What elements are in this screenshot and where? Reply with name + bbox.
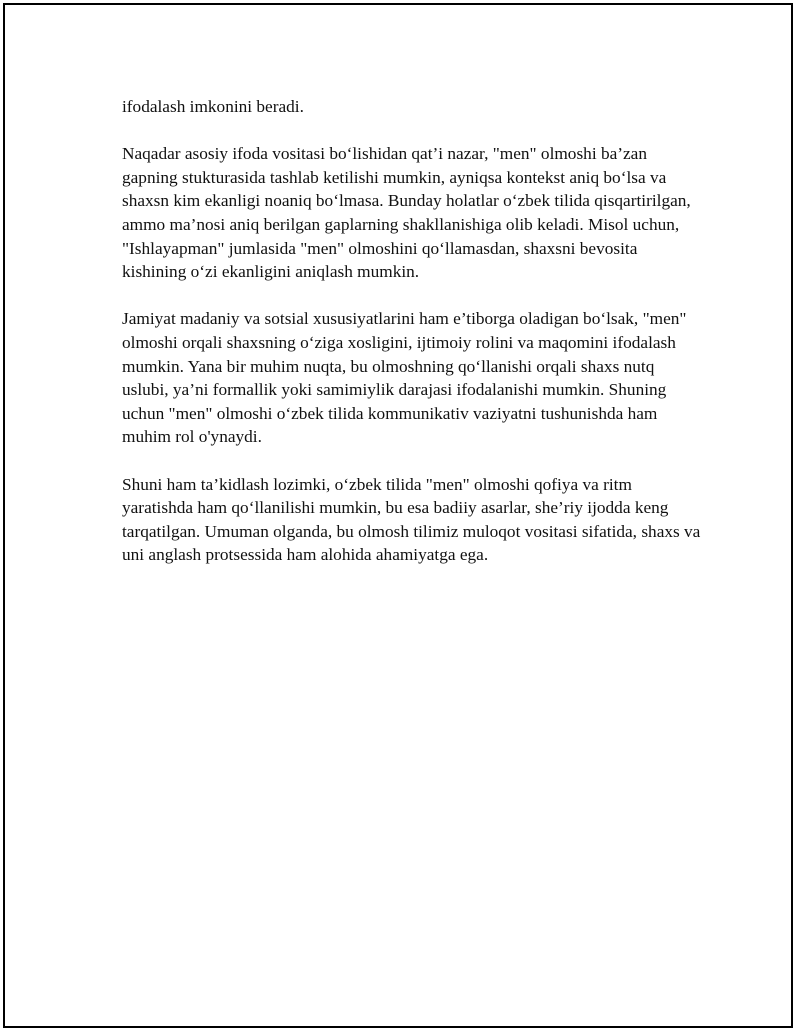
page-body <box>122 95 702 590</box>
paragraph: Shuni ham ta’kidlash lozimki, o‘zbek tilida "men" olmoshi qofiya va ritm yaratishda ham qo‘llanilishi mumkin, bu esa badiiy asarlar, she’riy ijodda keng tarqatilgan. Umuman olganda, bu olmosh tilimiz muloqot vositasi sifatida, shaxs va uni anglash protsessida ham alohida ahamiyatga ega. <box>122 474 701 565</box>
paragraph: Jamiyat madaniy va sotsial xususiyatlarini ham e’tiborga oladigan bo‘lsak, "men" olmoshi orqali shaxsning o‘ziga xosligini, ijtimoiy rolini va maqomini ifodalash mumkin. Yana bir muhim nuqta, bu olmoshning qo‘llanishi orqali shaxs nutq uslubi, ya’ni formallik yoki samimiylik darajasi ifodalanishi mumkin. Shuning uchun "men" olmoshi o‘zbek tilida kommunikativ vaziyatni tushunishda ham muhim rol o'ynaydi. <box>122 309 687 447</box>
paragraph: Naqadar asosiy ifoda vositasi bo‘lishidan qat’i nazar, "men" olmoshi ba’zan gapning stukturasida tashlab ketilishi mumkin, ayniqsa kontekst aniq bo‘lsa va shaxsn kim ekanligi noaniq bo‘lmasa. Bunday holatlar o‘zbek tilida qisqartirilgan, ammo ma’nosi aniq berilgan gaplarning shakllanishiga olib keladi. Misol uchun, "Ishlayapman" jumlasida "men" olmoshini qo‘llamasdan, shaxsni bevosita kishining o‘zi ekanligini aniqlash mumkin. <box>122 144 691 282</box>
paragraph: ifodalash imkonini beradi. <box>122 97 304 116</box>
page <box>3 3 793 1028</box>
